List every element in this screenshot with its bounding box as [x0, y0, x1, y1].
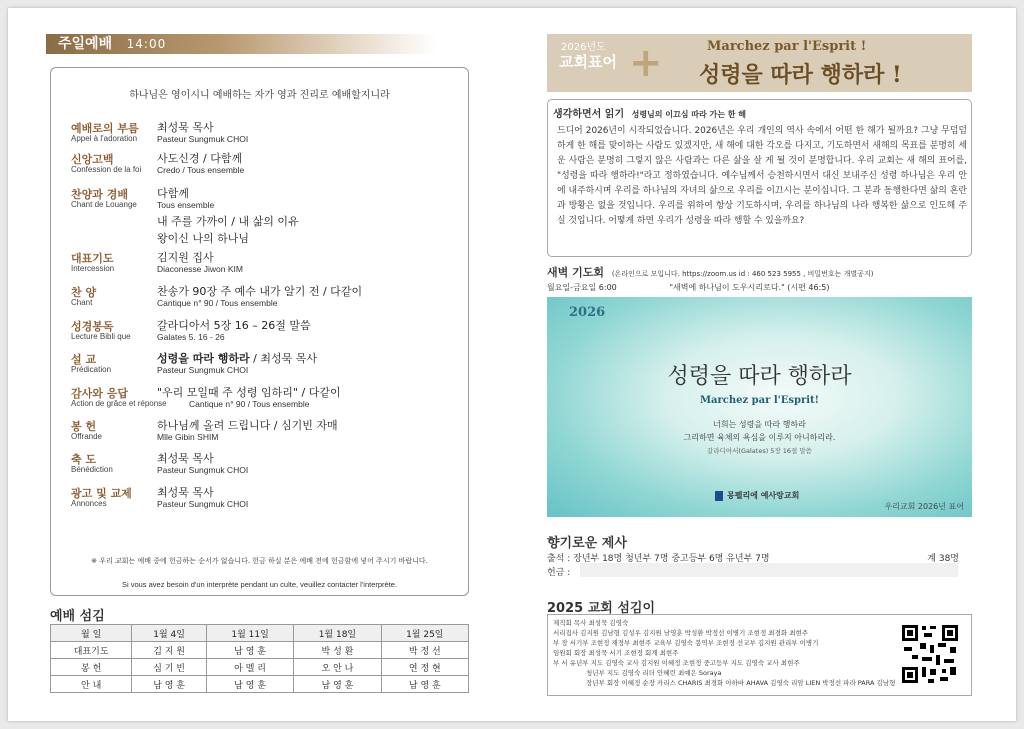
order-item-detail-fr: Galates 5. 16 - 26 [157, 332, 225, 342]
poster-title: 성령을 따라 행하라 [667, 364, 852, 389]
table-cell: 남 영 훈 [294, 676, 381, 693]
offering-title: 향기로운 제사 [547, 536, 627, 551]
table-cell: 박 정 선 [381, 642, 468, 659]
church-name: 몽펠리에 예사랑교회 [727, 491, 800, 500]
order-item-song: 왕이신 나의 하나님 [157, 232, 250, 245]
order-item-fr: Chant [71, 298, 93, 307]
motto-ko: 성령을 따라 행하라 ! [699, 62, 902, 88]
service-table [50, 624, 469, 693]
table-cell: 1월 11일 [206, 625, 293, 642]
dawn-prayer-info [547, 282, 830, 293]
table-row [51, 676, 469, 693]
worship-header [46, 34, 436, 54]
order-item-detail: 하나님께 올려 드립니다 / 심기빈 자매 [157, 419, 338, 432]
table-row [51, 659, 469, 676]
attendance-line [547, 551, 959, 564]
order-item-fr: Annonces [71, 499, 107, 508]
order-item-detail: 최성묵 목사 [157, 121, 214, 134]
order-item-fr: Appel à l'adoration [71, 134, 138, 143]
table-row [51, 625, 469, 642]
order-item-fr: Bénédiction [71, 465, 113, 474]
poster-caption: 우리교회 2026년 표어 [884, 502, 964, 511]
order-item-detail-fr: Pasteur Sungmuk CHOI [157, 134, 249, 144]
order-item-detail: "우리 모일때 주 성령 임하리" / 다같이 [157, 386, 341, 399]
order-item-detail-fr: Cantique n° 90 / Tous ensemble [157, 298, 278, 308]
offering-amount: 헌금 : [547, 568, 571, 578]
sermon-title: 성령을 따라 행하라 [157, 352, 250, 365]
table-cell: 심 기 빈 [132, 659, 207, 676]
order-item-title: 축 도 [71, 453, 97, 466]
table-cell: 남 영 훈 [381, 676, 468, 693]
order-item-detail: 최성묵 목사 [157, 486, 214, 499]
table-cell: 월 일 [51, 625, 132, 642]
order-item-fr: Offrande [71, 432, 102, 441]
order-item-detail-fr: Cantique n° 90 / Tous ensemble [189, 399, 310, 409]
order-item-detail-fr: Mlle Gibin SHIM [157, 432, 219, 442]
table-cell: 김 지 원 [132, 642, 207, 659]
order-item-detail-fr: Pasteur Sungmuk CHOI [157, 365, 249, 375]
table-cell: 남 영 훈 [206, 642, 293, 659]
dawn-prayer-theme: "새벽에 하나님이 도우시리로다." (시편 46:5) [669, 283, 830, 292]
staff-line: 제직회 목사 최성묵 김영숙 [553, 619, 629, 627]
order-item-detail-fr: Pasteur Sungmuk CHOI [157, 499, 249, 509]
order-item-title: 설 교 [71, 353, 97, 366]
order-item-detail-fr: Credo / Tous ensemble [157, 165, 245, 175]
meditation-heading [553, 105, 746, 120]
interpreter-note: Si vous avez besoin d'un interprète pendant un culte, veuillez contacter l'interprète. [121, 580, 398, 589]
order-item-detail: 김지원 집사 [157, 251, 214, 264]
order-item-fr: Prédication [71, 365, 112, 374]
order-item-detail-fr: Diaconesse Jiwon KIM [157, 264, 243, 274]
staff-line: 청년부 지도 김영숙 리더 안혜린 최예은 Soraya [586, 669, 722, 677]
sermon-preacher: / 최성묵 목사 [249, 352, 317, 365]
order-item-fr: Confession de la foi [71, 165, 142, 174]
staff-line: 서리집사 김지원 김남형 김성우 김지원 남영훈 박성환 박정선 이병기 조현정 최경화 최현주 [553, 629, 809, 637]
table-cell: 1월 4일 [132, 625, 207, 642]
order-item-title: 찬양과 경배 [71, 188, 128, 201]
order-item-fr: Intercession [71, 264, 115, 273]
table-cell: 대표기도 [51, 642, 132, 659]
motto-label: 교회표어 [559, 53, 617, 71]
meditation-title: 생각하면서 읽기 [553, 109, 625, 120]
table-cell: 남 영 훈 [206, 676, 293, 693]
cross-icon: + [629, 40, 663, 86]
order-item-detail-fr: Tous ensemble [157, 200, 215, 210]
poster-reference: 갈라디아서(Galates) 5장 16절 말씀 [707, 447, 812, 455]
table-cell: 봉 헌 [51, 659, 132, 676]
dawn-prayer-heading [547, 264, 873, 280]
worship-time: 14:00 [126, 37, 167, 51]
staff-line: 임원회 회장 최성묵 서기 조현정 회계 최현주 [553, 649, 679, 657]
table-row [51, 642, 469, 659]
attendance-count: 출석 : 장년부 18명 청년부 7명 중고등부 6명 유년부 7명 [547, 554, 770, 564]
order-item-title: 성경봉독 [71, 320, 114, 333]
order-item-title: 광고 및 교제 [71, 487, 132, 500]
order-item-detail: 최성묵 목사 [157, 452, 214, 465]
table-cell: 박 성 환 [294, 642, 381, 659]
dawn-prayer-note: (온라인으로 모입니다. https://zoom.us id : 460 523 5955 , 비밀번호는 개별공지) [611, 270, 874, 278]
attendance-total: 계 38명 [927, 554, 959, 564]
order-item-title: 감사와 응답 [71, 387, 128, 400]
meditation-body: 드디어 2026년이 시작되었습니다. 2026년은 우리 개인의 역사 속에서 어떤 한 해가 될까요? 그냥 무덤덤하게 한 해를 맞이하는 사람도 있겠지만, 새 해에 대한 각오를 다지고, 기도하면서 새해의 목표를 분명히 세운 사람은 분명히 그렇지 않은 사람과는 다른 삶을 살 게 될 것이 분명합니다. 우리 교회는 새 해의 표어를, "성령을 따라 행하라!"라고 정하였습니다. 예수님께서 승천하시면서 대신 보내주신 성령 하나님은 우리 안에 내주하시며 우리를 하나님의 자녀의 삶으로 우리를 이끄시는 분이십니다. 그 분과 동행한다면 삶의 혼란과 방황은 없을 것입니다. 우리를 위하여 항상 기도하시며, 우리를 하나님의 나라 행복한 삶으로 인도해 주실 것입니다. 어떻게 하면 우리가 성령을 따라 행할 수 있을까요? [557, 126, 967, 226]
order-item-title: 신앙고백 [71, 153, 114, 166]
offering-amount-box [580, 563, 958, 577]
order-item-song: 내 주를 가까이 / 내 삶의 이유 [157, 215, 299, 228]
order-item-detail [157, 350, 317, 366]
qr-code-icon[interactable] [900, 623, 960, 685]
poster-verse: 너희는 성령을 따라 행하라 [713, 420, 806, 429]
order-item-detail: 다함께 [157, 187, 189, 200]
order-item-fr: Chant de Louange [71, 200, 137, 209]
worship-verse: 하나님은 영이시니 예배하는 자가 영과 진리로 예배할지니라 [129, 90, 390, 101]
order-item-title: 예배로의 부름 [71, 122, 139, 135]
order-item-fr: Lecture Bibli que [71, 332, 131, 341]
poster-fr: Marchez par l'Esprit! [699, 395, 820, 406]
order-item-title: 대표기도 [71, 252, 114, 265]
order-item-detail: 사도신경 / 다함께 [157, 152, 243, 165]
motto-fr: Marchez par l'Esprit ! [707, 39, 867, 54]
motto-poster [547, 297, 972, 517]
motto-year: 2026년도 [561, 42, 606, 53]
table-cell: 아 멜 리 [206, 659, 293, 676]
staff-line: 부 서 유년부 지도 김영숙 교사 김지원 이혜정 조현정 중고등부 지도 김영숙 교사 최현주 [553, 659, 800, 667]
worship-title: 주일예배 [58, 36, 113, 52]
table-cell: 연 정 현 [381, 659, 468, 676]
poster-year: 2026 [569, 305, 606, 320]
church-logo [715, 490, 799, 501]
offering-note: ※ 우리 교회는 예배 중에 헌금하는 순서가 없습니다. 헌금 하실 분은 예배 전에 헌금함에 넣어 주시기 바랍니다. [91, 557, 428, 565]
order-item-detail: 갈라디아서 5장 16 – 26절 말씀 [157, 319, 311, 332]
table-cell: 오 안 나 [294, 659, 381, 676]
staff-line: 장년부 회장 이혜정 순장 카리스 CHARIS 최경화 아하바 AHAVA 김영숙 리암 LIEN 박정선 파라 PARA 김남형 [586, 679, 896, 687]
staff-title: 2025 교회 섬김이 [547, 601, 656, 616]
table-cell: 1월 25일 [381, 625, 468, 642]
service-title: 예배 섬김 [50, 609, 105, 624]
order-item-title: 찬 양 [71, 286, 97, 299]
dawn-prayer-schedule: 월요일-금요일 6:00 [547, 283, 617, 292]
order-item-detail: 찬송가 90장 주 예수 내가 알기 전 / 다같이 [157, 285, 363, 298]
order-item-title: 봉 헌 [71, 420, 97, 433]
poster-verse: 그리하면 육체의 욕심을 이루지 아니하리라. [683, 433, 836, 442]
order-item-fr: Action de grâce et réponse [71, 399, 167, 408]
church-logo-icon [715, 491, 723, 501]
order-item-detail-fr: Pasteur Sungmuk CHOI [157, 465, 249, 475]
motto-banner [547, 34, 972, 92]
meditation-subtitle: 성령님의 이끄심 따라 가는 한 해 [631, 110, 746, 119]
table-cell: 안 내 [51, 676, 132, 693]
table-cell: 1월 18일 [294, 625, 381, 642]
staff-line: 부 장 서기부 조현정 재정부 최현주 교육부 김영숙 봉역부 조현정 선교부 김지원 관리부 이병기 [553, 639, 819, 647]
dawn-prayer-title: 새벽 기도회 [547, 266, 604, 279]
table-cell: 남 영 훈 [132, 676, 207, 693]
